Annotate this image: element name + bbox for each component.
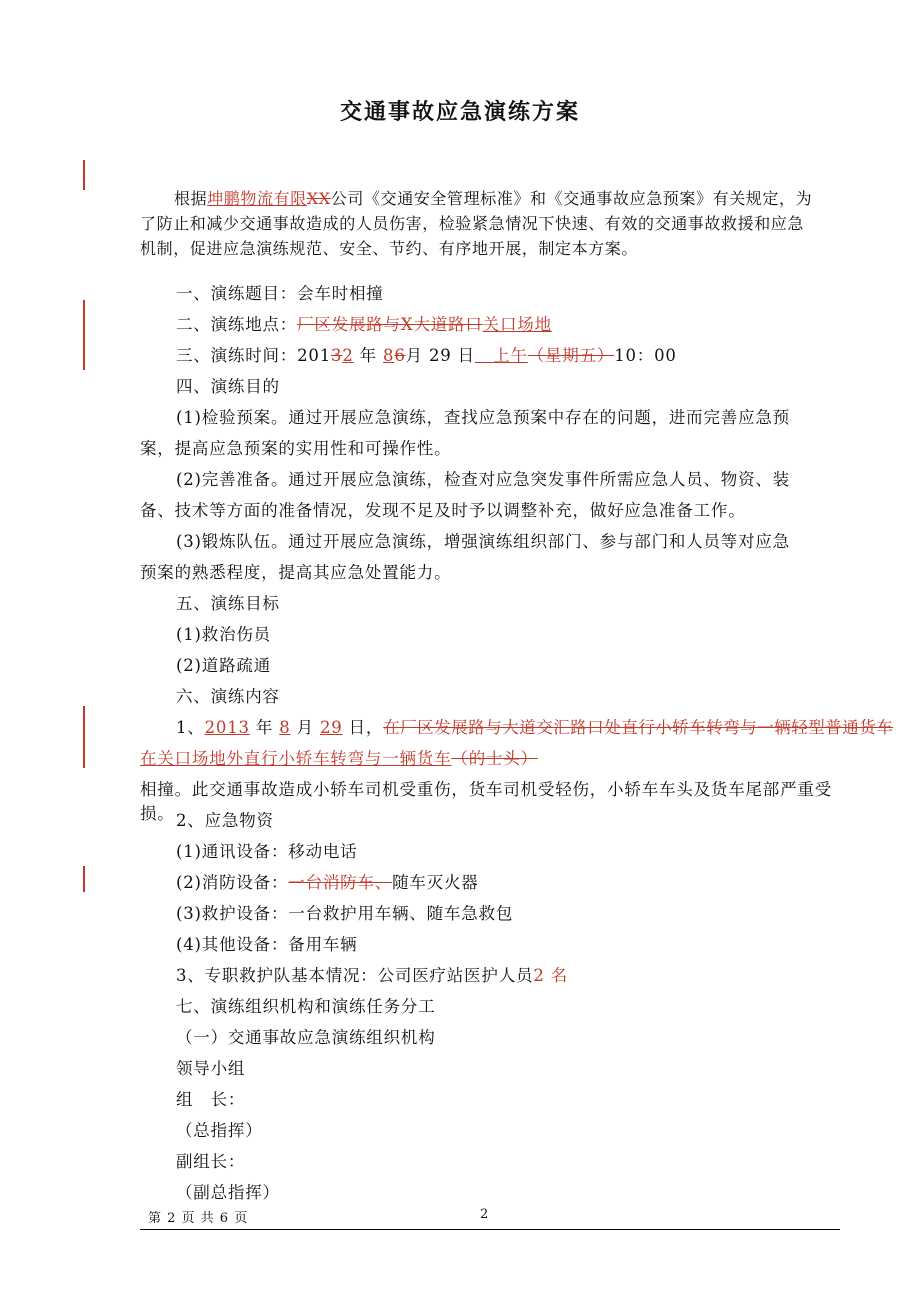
deleted-text: X (400, 315, 414, 334)
purpose-text: 案，提高应急预案的实用性和可操作性。 (140, 439, 452, 458)
time-line (176, 344, 876, 368)
section-title: 五、演练目标 (176, 594, 280, 613)
inserted-text: 29 (319, 718, 343, 737)
deleted-text: 6 (394, 346, 406, 365)
material-text: 随车灭火器 (392, 873, 479, 892)
location-label: 二、演练地点： (176, 315, 298, 334)
leader-role: （总指挥） (176, 1121, 263, 1140)
intro-text: 根据 (174, 189, 208, 208)
deleted-text: XX (306, 189, 331, 208)
leader-label: 组 长： (176, 1090, 246, 1109)
content-text: 日， (348, 718, 384, 737)
purpose-text: 备、技术等方面的准备情况，发现不足及时予以调整补充，做好应急准备工作。 (140, 501, 746, 520)
location-line (176, 313, 876, 337)
group-title: 领导小组 (176, 1059, 246, 1078)
deleted-text: 大道路口 (413, 315, 483, 334)
revision-bar (83, 160, 85, 190)
purpose-text: 预案的熟悉程度，提高其应急处置能力。 (140, 563, 452, 582)
inserted-text: 8 (279, 718, 291, 737)
goal-item: (1)救治伤员 (176, 625, 271, 644)
purpose-text: (3)锻炼队伍。通过开展应急演练，增强演练组织部门、参与部门和人员等对应急 (176, 532, 790, 551)
time-value: 10：00 (614, 346, 677, 365)
rescue-count: 2 名 (533, 966, 568, 985)
document-title: 交通事故应急演练方案 (339, 100, 580, 125)
page-number: 2 (480, 1207, 489, 1222)
material-label: (2)消防设备： (176, 873, 289, 892)
content-line (176, 716, 894, 740)
deleted-text: 一台消防车、 (288, 873, 393, 892)
content-tail: 相撞。此交通事故造成小轿车司机受重伤，货车司机受轻伤，小轿车车头及货车尾部严重受损。 (140, 780, 832, 823)
rescue-text: 3、专职救护队基本情况：公司医疗站医护人员 (176, 966, 534, 985)
section-title: 七、演练组织机构和演练任务分工 (176, 997, 436, 1016)
content-text: 月 (296, 718, 314, 737)
purpose-text: (2)完善准备。通过开展应急演练，检查对应急突发事件所需应急人员、物资、装 (176, 470, 790, 489)
rescue-team-line (176, 964, 876, 988)
vice-leader-label: 副组长： (176, 1152, 246, 1171)
inserted-text: 上午 (493, 346, 528, 365)
purpose-text: (1)检验预案。通过开展应急演练，查找应急预案中存在的问题，进而完善应急预 (176, 408, 790, 427)
inserted-text: 2013 (204, 718, 250, 737)
intro-text: 公司《交通安全管理标准》和《交通事故应急预案》有关规定，为了防止和减少交通事故造成的人员伤害，检验紧急情况下快速、有效的交通事故救援和应急机制，促进应急演练规范、安全、节约、有序地开展，制定本方案。 (140, 189, 813, 258)
deleted-text: （星期五） (527, 346, 615, 365)
revision-bar (83, 866, 85, 892)
deleted-text: 在厂区发展路与大道交汇路口处直行小轿车转弯与一辆轻型普通货车 (383, 718, 894, 737)
inserted-text: 坤鹏物流有限 (207, 189, 307, 208)
inserted-text: 关口场地 (482, 315, 552, 334)
material-item: (1)通讯设备：移动电话 (176, 842, 358, 861)
intro-paragraph (140, 186, 820, 261)
time-text: 月 29 日 (405, 346, 475, 365)
inserted-text: 2 (342, 346, 354, 365)
inserted-text (475, 346, 528, 365)
section-title: 六、演练内容 (176, 687, 280, 706)
vice-leader-role: （副总指挥） (176, 1183, 280, 1202)
time-text: 年 (359, 346, 377, 365)
section-title: 四、演练目的 (176, 377, 280, 396)
deleted-text: 厂区发展路与 (297, 315, 401, 334)
subsection-title: （一）交通事故应急演练组织机构 (176, 1028, 436, 1047)
section-title: 2、应急物资 (176, 811, 274, 830)
material-item: (4)其他设备：备用车辆 (176, 935, 358, 954)
deleted-text: （的士头） (451, 749, 538, 768)
goal-item: (2)道路疏通 (176, 656, 271, 675)
content-text: 1、 (176, 718, 205, 737)
revision-bar (83, 300, 85, 370)
revision-bar (83, 706, 85, 768)
inserted-text: 8 (383, 346, 395, 365)
content-line (140, 747, 840, 771)
material-item: (3)救护设备：一台救护用车辆、随车急救包 (176, 904, 514, 923)
footer-rule (140, 1229, 840, 1230)
content-text: 年 (255, 718, 274, 737)
time-label: 三、演练时间：201 (176, 346, 331, 365)
section-title: 一、演练题目：会车时相撞 (176, 284, 384, 303)
material-item (176, 871, 876, 895)
inserted-text: 在关口场地外直行小轿车转弯与一辆货车 (140, 749, 452, 768)
deleted-text: 3 (331, 346, 343, 365)
page-info: 第 2 页 共 6 页 (148, 1211, 249, 1226)
